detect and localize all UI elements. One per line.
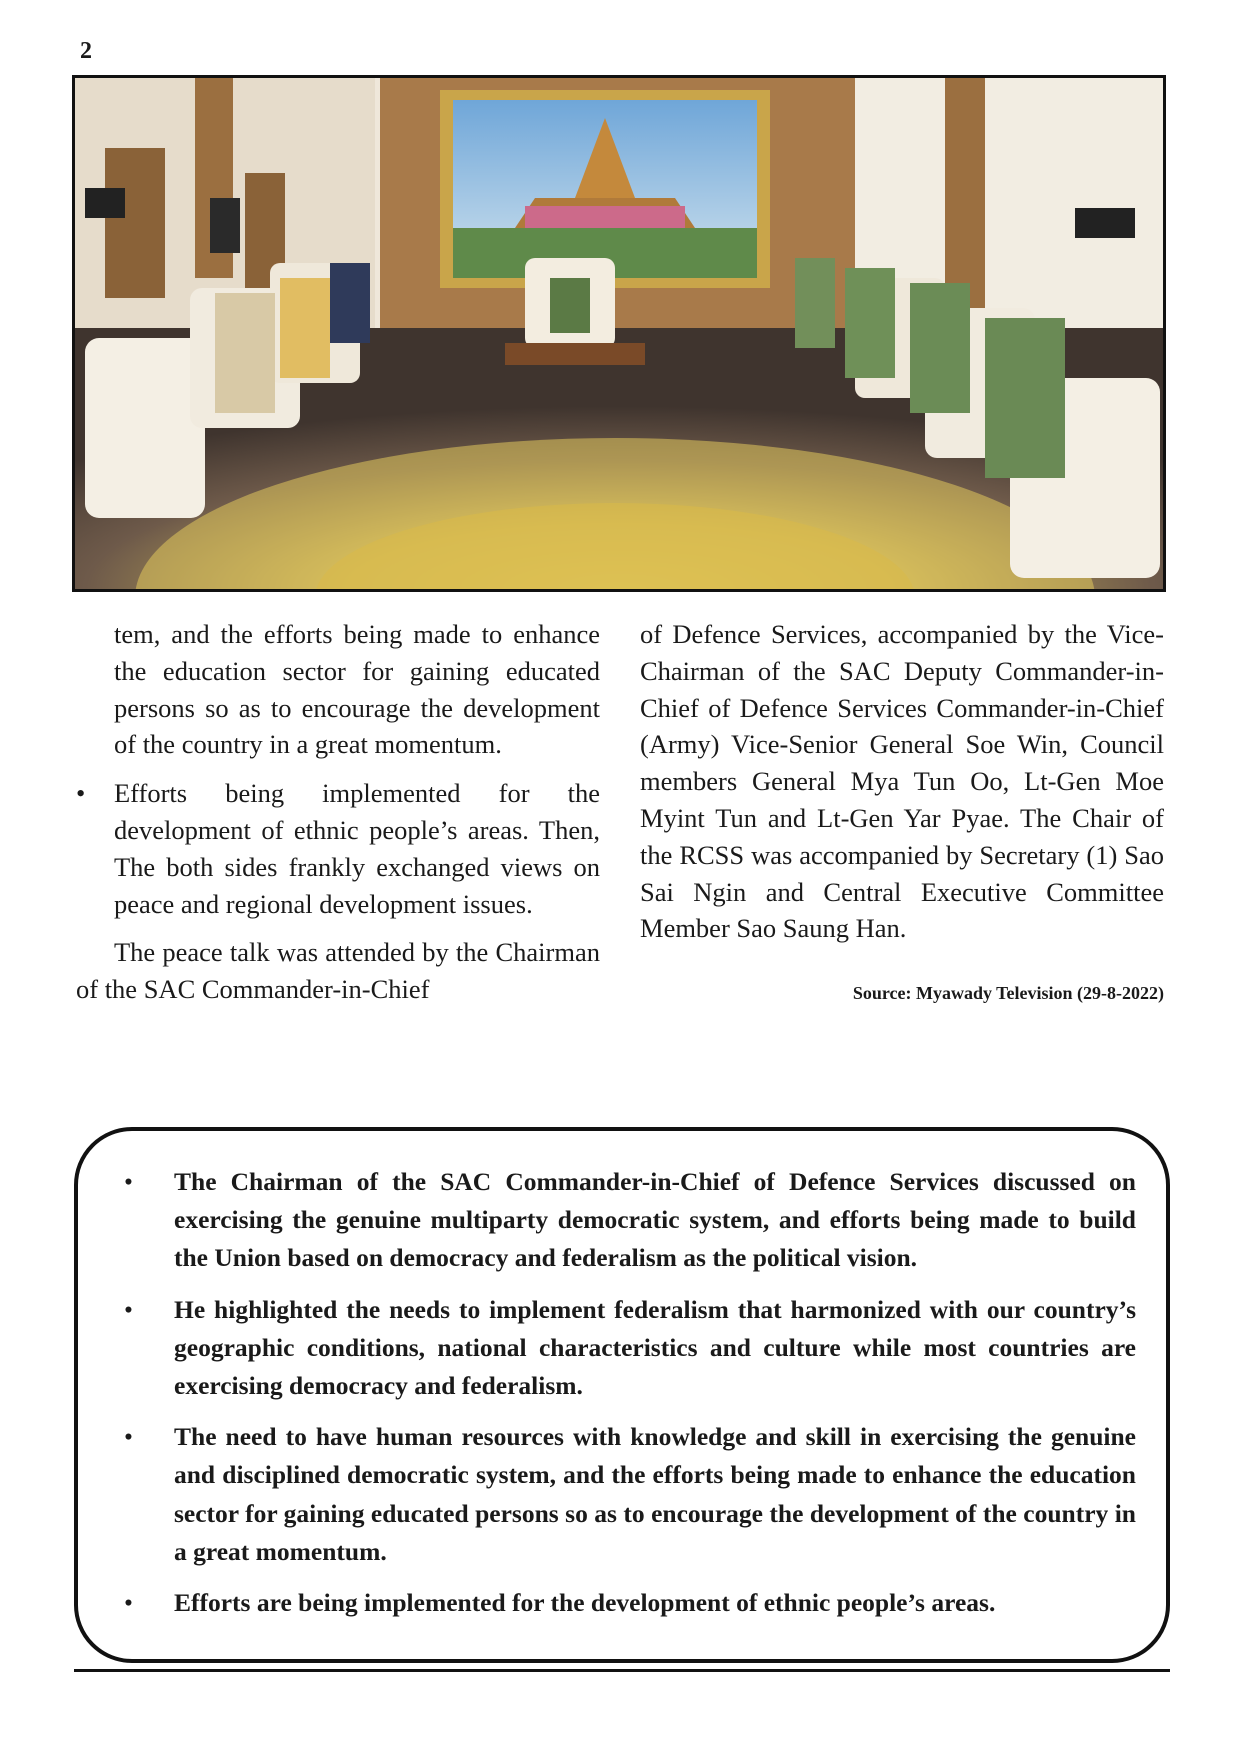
article-paragraph: The peace talk was attended by the Chairman of the SAC Commander-in-Chief — [76, 937, 600, 1005]
bottom-rule — [74, 1669, 1170, 1672]
bullet-marker: • — [76, 778, 86, 809]
article-bullet — [76, 775, 600, 922]
summary-box — [74, 1127, 1170, 1663]
summary-item — [108, 1163, 1136, 1278]
meeting-photo — [72, 75, 1166, 592]
article-paragraph-continued: of Defence Services, accompanied by the Vice-Chairman of the SAC Deputy Commander-in-Chief of Defence Services Commander-in-Chief (Army) Vice-Senior General Soe Win, Council members General Mya Tun Oo, Lt-Gen Moe Myint Tun and Lt-Gen Yar Pyae. The Chair of the RCSS was accompanied by Secretary (1) Sao Sai Ngin and Central Executive Committee Member Sao Saung Han. — [640, 619, 1164, 944]
bullet-marker: • — [124, 1422, 133, 1452]
article-bullet-text: Efforts being implemented for the development of ethnic people’s areas. Then, The both sides frankly exchanged views on peace and regional development issues. — [114, 778, 600, 919]
summary-item-text: He highlighted the needs to implement federalism that harmonized with our country’s geographic conditions, national characteristics and culture while most countries are exercising democracy and federalism. — [174, 1294, 1136, 1401]
summary-item-text: The need to have human resources with knowledge and skill in exercising the genuine and disciplined democratic system, and the efforts being made to enhance the education sector for gaining educated persons so as to encourage the development of the country in a great momentum. — [174, 1422, 1136, 1566]
summary-item — [108, 1291, 1136, 1406]
source-credit: Source: Myawady Television (29-8-2022) — [852, 983, 1164, 1004]
article-continuation: tem, and the efforts being made to enhance the education sector for gaining educated persons so as to encourage the development of the country in a great momentum. — [114, 619, 600, 760]
page-number: 2 — [80, 38, 92, 64]
summary-item — [108, 1584, 1136, 1622]
summary-item-text: The Chairman of the SAC Commander-in-Chief of Defence Services discussed on exercising the genuine multiparty democratic system, and efforts being made to build the Union based on democracy and federalism as the political vision. — [174, 1167, 1136, 1273]
article-column-left — [76, 616, 600, 1008]
summary-item-text: Efforts are being implemented for the development of ethnic people’s areas. — [174, 1588, 996, 1618]
bullet-marker: • — [124, 1167, 133, 1196]
article-column-right — [640, 616, 1164, 1012]
bullet-marker: • — [124, 1294, 133, 1324]
bullet-marker: • — [124, 1588, 133, 1618]
meeting-photo-illustration — [75, 78, 1163, 589]
summary-item — [108, 1418, 1136, 1571]
